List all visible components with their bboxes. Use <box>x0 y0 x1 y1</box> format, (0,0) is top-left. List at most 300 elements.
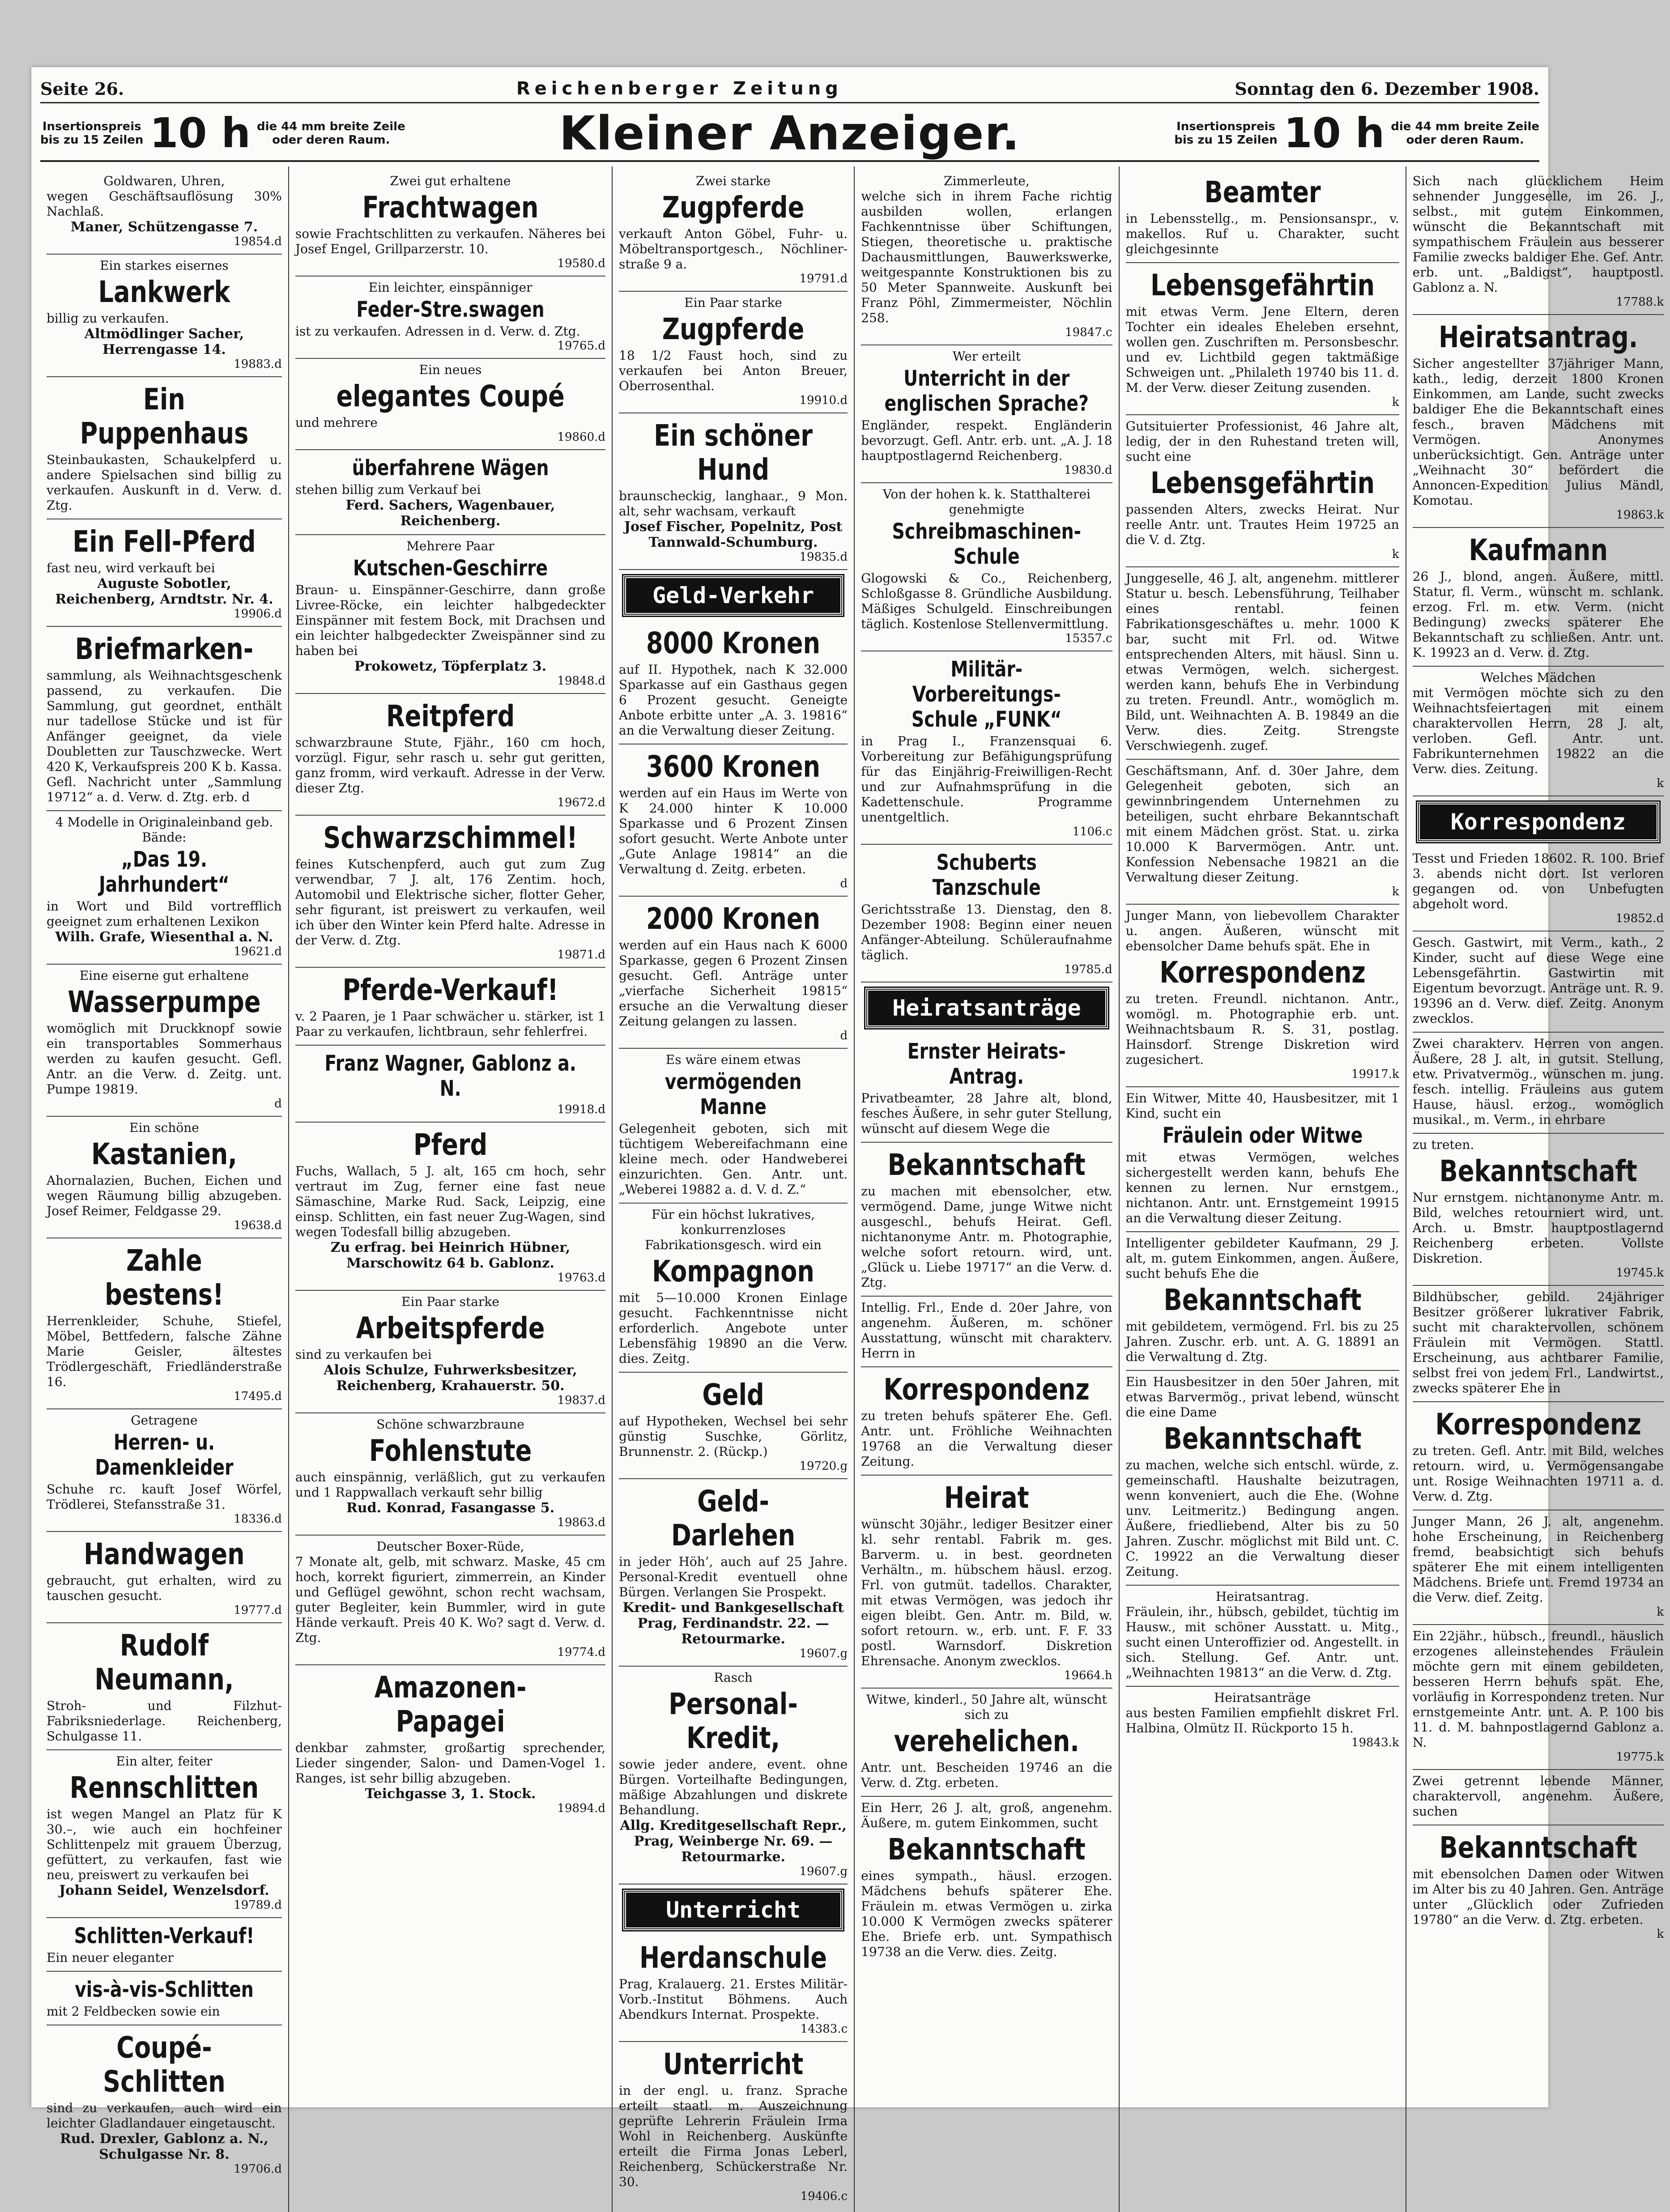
ad-reference-number: 19638.d <box>234 1219 282 1232</box>
ad-headline: Korrespondenz <box>1435 1407 1641 1442</box>
width-note: die 44 mm breite Zeile oder deren Raum. <box>257 120 405 147</box>
section-banner: Unterricht <box>623 1890 843 1930</box>
classified-ad <box>619 2042 848 2208</box>
classified-ad <box>861 1297 1112 1367</box>
ad-intro: Zimmerleute, <box>943 174 1030 188</box>
ad-headline: Bekanntschaft <box>1439 1830 1637 1865</box>
advertiser-name: Rud. Drexler, Gablonz a. N., Schulgasse Nr. 8. <box>60 2131 268 2162</box>
ad-text: Fuchs, Wallach, 5 J. alt, 165 cm hoch, sehr vertraut im Zug, ferner eine fast neue Sämaschine, Marke Rud. Sack, Leipzig, eine einsp. Schlitten, ein fast neuer Zug-Wagen, sind wegen Todesfall billig abzugeben. <box>295 1164 606 1239</box>
classified-ad <box>861 1797 1112 1965</box>
ad-headline: Kastanien, <box>91 1137 237 1171</box>
ad-text: Engländer, respekt. Engländerin bevorzugt. Gefl. Antr. erb. unt. „A. J. 18 hauptpostlagernd Reichenberg. <box>861 418 1112 463</box>
classified-ad <box>861 1476 1112 1689</box>
ad-reference-number: 19837.d <box>557 1394 606 1407</box>
ad-intro: Für ein höchst lukratives, konkurrenzloses Fabrikationsgesch. wird ein <box>645 1207 822 1252</box>
ad-reference-number: 19720.g <box>799 1459 848 1473</box>
ad-text: in der engl. u. franz. Sprache erteilt staatl. m. Auszeichnung geprüfte Lehrerin Fräulein Irma Wohl in Reichenberg. Auskünfte erteilt die Firma Jonas Leberl, Reichenberg, Schückerstraße Nr. 30. <box>619 2083 848 2189</box>
classified-ad <box>295 1046 605 1123</box>
ad-reference-number: 19843.k <box>1351 1736 1399 1749</box>
classified-ad <box>295 450 605 535</box>
ad-headline: Rennschlitten <box>69 1770 259 1805</box>
classified-ad <box>861 483 1112 651</box>
ad-text: Ein Witwer, Mitte 40, Hausbesitzer, mit 1 Kind, sucht ein <box>1125 1091 1399 1121</box>
ad-headline: überfahrene Wägen <box>352 455 549 481</box>
ad-headline: Schuberts Tanzschule <box>932 850 1041 900</box>
classified-ad <box>295 535 605 694</box>
ad-intro: Es wäre einem etwas <box>665 1052 801 1067</box>
ad-reference-number: 19910.d <box>799 394 848 407</box>
ad-text: Ein neuer eleganter <box>47 1950 174 1965</box>
classified-ad <box>47 1532 282 1623</box>
ad-intro: Zwei gut erhaltene <box>390 174 511 188</box>
ad-headline: Handwagen <box>84 1537 245 1571</box>
ad-headline: Heiratsantrag. <box>1438 320 1638 354</box>
ad-reference-number: 19672.d <box>557 796 606 809</box>
advertiser-name: Altmödlinger Sacher, Herrengasse 14. <box>84 326 244 357</box>
ad-reference-number: 19863.k <box>1616 508 1664 522</box>
ad-reference-number: 19791.d <box>799 272 848 285</box>
ad-text: billig zu verkaufen. <box>47 311 169 326</box>
ad-text: denkbar zahmster, großartig sprechender, Lieder singender, Salon- und Damen-Vogel 1. Ranges, ist sehr billig abzugeben. <box>295 1740 606 1786</box>
ad-headline: 3600 Kronen <box>646 749 821 784</box>
ad-text: ist wegen Mangel an Platz für K 30.–, wie auch ein hochfeiner Schlittenpelz mit grauem Überzug, gefüttert, zu verkaufen, fast wie neu, preiswert zu verkaufen bei <box>47 1807 282 1882</box>
ad-headline: Militär-Vorbereitungs-Schule „FUNK“ <box>912 657 1062 732</box>
classified-ad <box>1126 760 1399 905</box>
ad-reference-number: d <box>840 877 848 890</box>
classified-ad <box>1413 170 1664 315</box>
ad-text: feines Kutschenpferd, auch gut zum Zug verwendbar, 7 J. alt, 176 Zentim. hoch, Automobil und Elektrische sicher, flotter Geher, sehr figurant, ist preiswert zu verkaufen, weil ich über den Winter kein Pferd halte. Adresse in der Verw. d. Ztg. <box>295 857 606 948</box>
ad-text: Glogowski & Co., Reichenberg, Schloßgasse 8. Gründliche Ausbildung. Mäßiges Schulgeld. Einschreibungen täglich. Kostenlose Stellenvermittlung. <box>861 571 1112 631</box>
section-banner: Heiratsanträge <box>865 988 1108 1028</box>
classified-ad <box>295 359 605 450</box>
ad-headline: Ein Fell-Pferd <box>72 524 256 559</box>
ad-reference-number: 19860.d <box>557 430 606 444</box>
ad-reference-number: d <box>274 1097 282 1110</box>
ad-headline: Lankwerk <box>98 275 230 309</box>
ad-text: schwarzbraune Stute, Fjähr., 160 cm hoch, vorzügl. Figur, sehr rasch u. sehr gut geritten, ganz fromm, wird verkauft. Adresse in der Verw. dieser Ztg. <box>295 735 606 795</box>
page-number: Seite 26. <box>40 78 124 99</box>
ad-reference-number: k <box>1392 548 1399 561</box>
classified-ad <box>295 1665 605 1821</box>
ad-reference-number: 15357.c <box>1065 632 1112 645</box>
ad-text: aus besten Familien empfiehlt diskret Frl. Halbina, Olmütz II. Rückporto 15 h. <box>1125 1706 1399 1736</box>
classified-ad <box>619 413 848 570</box>
width-note: die 44 mm breite Zeile oder deren Raum. <box>1391 120 1539 147</box>
ad-headline: Pferd <box>413 1127 488 1162</box>
ad-headline: Kaufmann <box>1469 533 1608 567</box>
ad-reference-number: k <box>1657 1605 1664 1619</box>
classified-ad <box>1413 1402 1664 1510</box>
ad-reference-number: 18336.d <box>234 1512 282 1526</box>
ad-reference-number: 19763.d <box>557 1271 606 1285</box>
ad-intro: Wer erteilt <box>952 349 1021 364</box>
ad-text: Prag, Kralauerg. 21. Erstes Militär-Vorb.-Institut Böhmens. Auch Abendkurs Internat. Prospekte. <box>619 1977 848 2022</box>
ad-headline: Ein Puppenhaus <box>80 382 249 451</box>
ad-headline: Personal-Kredit, <box>669 1687 798 1755</box>
classified-ad <box>47 377 282 519</box>
ad-text: Zwei getrennt lebende Männer, charaktervoll, angenehm. Äußere, suchen <box>1412 1774 1664 1819</box>
ad-column-3 <box>613 166 855 2212</box>
ad-headline: vermögenden Manne <box>665 1069 802 1119</box>
ad-reference-number: 19785.d <box>1064 963 1112 976</box>
classified-ad <box>1126 1087 1399 1232</box>
ad-headline: Geld <box>702 1378 764 1412</box>
classified-ad <box>861 651 1112 845</box>
ad-headline: Unterricht in der englischen Sprache? <box>884 366 1089 416</box>
ad-column-5 <box>1120 166 1406 2212</box>
ad-headline: verehelichen. <box>894 1724 1079 1758</box>
price-note: Insertionspreis bis zu 15 Zeilen <box>1174 120 1278 147</box>
ad-text: sowie Frachtschlitten zu verkaufen. Näheres bei Josef Engel, Grillparzerstr. 10. <box>295 226 606 256</box>
classified-ad <box>1413 315 1664 528</box>
classified-ad <box>47 1623 282 1750</box>
ad-headline: Pferde-Verkauf! <box>342 973 558 1007</box>
classified-ad <box>861 845 1112 983</box>
classified-ad <box>1413 667 1664 796</box>
section-banner: Geld-Verkehr <box>623 575 843 616</box>
classified-ad <box>295 694 605 816</box>
ad-text: Braun- u. Einspänner-Geschirre, dann große Livree-Röcke, ein leichter halbgedeckter Einspänner mit festem Bock, mit Drachsen und ein leichter halbgedeckter Zweispänner sind zu haben bei <box>295 583 606 658</box>
ad-intro: Ein starkes eisernes <box>100 258 229 273</box>
ad-text: Ein Hausbesitzer in den 50er Jahren, mit etwas Barvermög., privat lebend, wünscht die eine Dame <box>1125 1374 1399 1420</box>
ad-column-1 <box>40 166 289 2212</box>
classified-ad <box>47 2025 282 2181</box>
classified-ad <box>619 1204 848 1373</box>
ad-text: stehen billig zum Verkauf bei <box>295 482 481 497</box>
ad-text: fast neu, wird verkauft bei <box>47 561 215 575</box>
ad-reference-number: k <box>1392 396 1399 409</box>
section-banner: Korrespondenz <box>1417 802 1659 842</box>
advertiser-name: Kredit- und Bankgesellschaft Prag, Ferdinandstr. 22. — Retourmarke. <box>622 1600 844 1647</box>
ad-reference-number: 19894.d <box>557 1802 606 1815</box>
ad-headline: Bekanntschaft <box>887 1832 1086 1867</box>
ad-intro: Mehrere Paar <box>406 539 494 553</box>
ad-text: mit 5—10.000 Kronen Einlage gesucht. Fachkenntnisse nicht erforderlich. Angebote unter Lebensfähig 19890 an die Verw. dies. Zeitg. <box>619 1290 848 1366</box>
ad-text: Ein Herr, 26 J. alt, groß, angenehm. Äußere, m. gutem Einkommen, sucht <box>861 1800 1112 1830</box>
ad-text: in Wort und Bild vortrefflich geeignet zum erhaltenen Lexikon <box>47 899 282 929</box>
advertiser-name: Zu erfrag. bei Heinrich Hübner, Marschowitz 64 b. Gablonz. <box>330 1240 571 1271</box>
ad-text: mit gebildetem, vermögend. Frl. bis zu 25 Jahren. Zuschr. erb. unt. A. G. 18891 an die Verwaltung d. Ztg. <box>1125 1319 1399 1364</box>
classified-ad <box>47 1238 282 1409</box>
ad-headline: Beamter <box>1204 175 1321 209</box>
classified-ad <box>1126 1232 1399 1371</box>
advertiser-name: Allg. Kreditgesellschaft Repr., Prag, Weinberge Nr. 69. — Retourmarke. <box>620 1818 847 1865</box>
classified-ad <box>619 1373 848 1479</box>
ad-headline: 8000 Kronen <box>646 626 821 660</box>
advertiser-name: Prokowetz, Töpferplatz 3. <box>354 659 547 674</box>
advertiser-name: Auguste Sobotler, Reichenberg, Arndtstr. Nr. 4. <box>55 576 273 607</box>
classified-ad <box>619 1667 848 1884</box>
ad-headline: Lebensgefährtin <box>1150 268 1375 302</box>
ad-headline: Zugpferde <box>662 190 805 225</box>
ad-headline: Briefmarken- <box>75 632 254 666</box>
ad-reference-number: 19906.d <box>234 607 282 621</box>
ad-reference-number: 19863.d <box>557 1516 606 1529</box>
classified-ad <box>1413 528 1664 667</box>
ad-text: Tesst und Frieden 18602. R. 100. Brief 3. abends nicht dort. Ist verloren gegangen od. von Unbefugten abgeholt word. <box>1412 851 1664 911</box>
ad-headline: Ernster Heirats-Antrag. <box>907 1039 1066 1089</box>
ad-headline: „Das 19. Jahrhundert“ <box>99 847 230 897</box>
ad-text: mit ebensolchen Damen oder Witwen im Alter bis zu 40 Jahren. Gen. Anträge unter „Glücklich oder Zufrieden 19780“ an die Verw. d. Ztg. erbeten. <box>1412 1867 1664 1927</box>
ad-text: in Lebensstellg., m. Pensionsanspr., v. makellos. Ruf u. Charakter, sucht gleichgesinnte <box>1125 211 1399 256</box>
ad-text: mit 2 Feldbecken sowie ein <box>47 2004 220 2019</box>
ad-headline: Amazonen-Papagei <box>374 1670 527 1739</box>
ad-text: mit Vermögen möchte sich zu den Weihnachtsfeiertagen mit einem charaktervollen Herrn, 28 J. alt, verloben. Gefl. Antr. unt. Fabrikunternehmen 19822 an die Verw. dies. Zeitung. <box>1412 685 1664 776</box>
classified-ad <box>47 1117 282 1238</box>
classified-ad <box>295 816 605 968</box>
ad-text: wünscht 30jähr., lediger Besitzer einer kl. sehr rentabl. Fabrik m. ges. Barverm. u. in best. geordneten Verhältn., m. hübschem häusl. erzog. Frl. von gutmüt. tadellos. Charakter, mit etwas Vermögen, was jedoch ihr eigen bleibt. Gen. Antr. m. Bild, w. sofort retourn. w., erb. unt. F. F. 33 postl. Warnsdorf. Diskretion Ehrensache. Anonym zwecklos. <box>861 1517 1112 1668</box>
ad-text: mit etwas Verm. Jene Eltern, deren Tochter ein ideales Eheleben ersehnt, wollen gen. Zuschriften m. Personsbeschr. und ev. Lichtbild gegen taktmäßige Schweigen unt. „Philaleth 19740 bis 11. d. M. der Verw. dieser Zeitung zusenden. <box>1125 304 1399 395</box>
ad-text: auch einspännig, verläßlich, gut zu verkaufen und 1 Rappwallach verkauft sehr billig <box>295 1470 606 1500</box>
advertiser-name: Alois Schulze, Fuhrwerksbesitzer, Reichenberg, Krahauerstr. 50. <box>324 1362 577 1394</box>
ad-text: Ein 22jähr., hübsch., freundl., häuslich erzogenes alleinstehendes Fräulein möchte gern mit einem gebildeten, besseren Herrn behufs spät. Ehe, vorläufig in Korrespondenz treten. Nur ernstgemeinte Antr. unt. A. P. 100 bis 11. d. M. bahnpostlagernd Gablonz a. N. <box>1412 1629 1664 1750</box>
ad-intro: Getragene <box>131 1413 198 1428</box>
ad-reference-number: 19607.g <box>799 1647 848 1660</box>
ad-column-2 <box>289 166 613 2212</box>
classified-ad <box>1126 567 1399 760</box>
ad-headline: vis-à-vis-Schlitten <box>75 1977 254 2002</box>
classified-ad <box>619 1479 848 1667</box>
ad-text: werden auf ein Haus nach K 6000 Sparkasse, gegen 6 Prozent Zinsen gesucht. Gefl. Anträge unter „vierfache Sicherheit 19815“ ersuche an die Verwaltung dieser Zeitung gelangen zu lassen. <box>619 938 848 1029</box>
ad-intro: Rasch <box>714 1670 753 1685</box>
ad-headline: Rudolf Neumann, <box>94 1628 234 1697</box>
classified-ad <box>1413 932 1664 1033</box>
price: 10 h <box>149 109 251 157</box>
advertiser-name: Wilh. Grafe, Wiesenthal a. N. <box>55 929 273 945</box>
ad-reference-number: 17495.d <box>234 1390 282 1403</box>
classified-ad <box>619 621 848 744</box>
classified-ad <box>619 897 848 1049</box>
newspaper-name: Reichenberger Zeitung <box>516 78 843 99</box>
ad-headline: Fräulein oder Witwe <box>1162 1123 1363 1148</box>
ad-reference-number: 19835.d <box>799 550 848 564</box>
ad-reference-number: 19706.d <box>234 2162 282 2176</box>
ad-reference-number: 17788.k <box>1616 295 1664 309</box>
classified-ad <box>47 255 282 377</box>
classified-ad <box>295 1123 605 1291</box>
ad-text: 26 J., blond, angen. Äußere, mittl. Statur, fl. Verm., wünscht m. schlank. erzog. Frl. m. etw. Verm. (nicht Bedingung) zwecks späterer Ehe Bekanntschaft zu schließen. Antr. unt. K. 19923 an d. Verw. d. Ztg. <box>1412 569 1664 660</box>
ad-text: eines sympath., häusl. erzogen. Mädchens behufs späterer Ehe. Fräulein m. etwas Vermögen u. zirka 10.000 K Vermögen zwecks späterer Ehe. Briefe erb. unt. Sympathisch 19738 an die Verw. dies. Zeitg. <box>861 1868 1112 1959</box>
ad-reference-number: 19774.d <box>557 1646 606 1659</box>
classified-ad <box>861 1034 1112 1143</box>
classified-ad <box>619 1049 848 1204</box>
ad-reference-number: 19580.d <box>557 257 606 270</box>
ad-headline: Herren- u. Damenkleider <box>95 1430 234 1480</box>
classified-ad <box>861 345 1112 483</box>
classified-ad <box>1413 1134 1664 1286</box>
ad-text: Nur ernstgem. nichtanonyme Antr. m. Bild, welches retourniert wird, unt. Arch. u. Bmstr. hauptpostlagernd Reichenberg erbeten. Vollste Diskretion. <box>1412 1190 1664 1266</box>
classified-ad <box>1126 1371 1399 1586</box>
ad-headline: elegantes Coupé <box>336 379 565 413</box>
ad-reference-number: 19406.c <box>800 2190 848 2203</box>
ad-text: passenden Alters, zwecks Heirat. Nur reelle Antr. unt. Trautes Heim 19725 an die V. d. Ztg. <box>1125 502 1399 547</box>
classified-ad <box>47 1918 282 1972</box>
ad-reference-number: 1106.c <box>1072 825 1112 838</box>
classified-ad <box>1413 847 1664 932</box>
ad-headline: Lebensgefährtin <box>1150 466 1375 500</box>
ad-reference-number: 19775.k <box>1616 1750 1664 1764</box>
classified-ad <box>47 170 282 255</box>
classified-ad <box>47 627 282 811</box>
ad-text: Zwei charakterv. Herren von angen. Äußere, 28 J. alt, in gutsit. Stellung, etw. Privatvermög., wünschen m. jung. fesch. intellig. Fräuleins aus gutem Hause, häusl. erzog., womöglich musikal., m. Verm., in ehrbare <box>1412 1036 1664 1127</box>
ad-headline: Unterricht <box>663 2047 804 2081</box>
ad-reference-number: k <box>1392 885 1399 898</box>
ad-intro: Ein leichter, einspänniger <box>368 280 533 295</box>
classified-ad <box>1413 1625 1664 1770</box>
ad-reference-number: 14383.c <box>800 2022 848 2036</box>
ad-headline: Wasserpumpe <box>68 985 261 1019</box>
section-title: Kleiner Anzeiger. <box>559 106 1021 161</box>
ad-headline: Geld-Darlehen <box>671 1484 796 1553</box>
ad-text: Steinbaukasten, Schaukelpferd u. andere Spielsachen sind billig zu verkaufen. Auskunft in d. Verw. d. Ztg. <box>47 452 282 513</box>
ad-text: Ahornalazien, Buchen, Eichen und wegen Räumung billig abzugeben. Josef Reimer, Feldgasse 29. <box>47 1173 282 1218</box>
ad-text: womöglich mit Druckknopf sowie ein transportables Sommerhaus werden zu kaufen gesucht. Gefl. Antr. an die Verw. d. Zeitg. unt. Pumpe 19819. <box>47 1021 282 1097</box>
advertiser-name: Teichgasse 3, 1. Stock. <box>365 1786 536 1802</box>
ad-text: Gelegenheit geboten, sich mit tüchtigem Webereifachmann eine kleine mech. oder Handweberei einzurichten. Gen. Antr. unt. „Weberei 19882 a. d. V. d. Z.“ <box>619 1121 848 1197</box>
ad-headline: Schwarzschimmel! <box>323 821 578 855</box>
ad-text: welche sich in ihrem Fache richtig ausbilden wollen, erlangen Fachkenntnisse über Schiftungen, Stiegen, theoretische u. praktische Dachausmittlungen, Bauwerkswerke, weitgespannte Konstruktionen bis zu 50 Meter Spannweite. Auskunft bei Franz Pöhl, Zimmermeister, Nöchlin 258. <box>861 189 1112 325</box>
ad-text: Intellig. Frl., Ende d. 20er Jahre, von angenehm. Äußeren, m. schöner Ausstattung, wünscht mit charakterv. Herrn in <box>861 1300 1112 1361</box>
issue-date: Sonntag den 6. Dezember 1908. <box>1235 78 1539 99</box>
ad-headline: Zahle bestens! <box>105 1243 224 1312</box>
ad-text: in Prag I., Franzensquai 6. Vorbereitung zur Befähigungsprüfung für das Einjährig-Freiwilligen-Recht und zur Aufnahmsprüfung in die Kadettenschule. Programme unentgeltlich. <box>861 734 1112 825</box>
ad-text: Geschäftsmann, Anf. d. 30er Jahre, dem Gelegenheit geboten, sich an gewinnbringendem Unternehmen zu beteiligen, sucht ehrbare Bekanntschaft mit einem Mädchen gröst. Stat. u. zirka 10.000 K Barvermögen. Antr. unt. Konfession Nebensache 19821 an die Verwaltung dieser Zeitung. <box>1125 763 1399 885</box>
classified-ad <box>619 744 848 897</box>
classified-ad <box>47 519 282 627</box>
ad-column-4 <box>855 166 1119 2212</box>
ad-text: Gutsituierter Professionist, 46 Jahre alt, ledig, der in den Ruhestand treten will, sucht eine <box>1125 419 1399 464</box>
ad-intro: Heiratsantrag. <box>1215 1589 1309 1604</box>
ad-headline: Fohlenstute <box>369 1434 532 1468</box>
ad-intro: 4 Modelle in Originaleinband geb. Bände: <box>55 815 273 845</box>
classified-ad <box>1126 1687 1399 1755</box>
classified-ad <box>295 968 605 1046</box>
ad-reference-number: 19847.c <box>1065 326 1112 339</box>
ad-text: Herrenkleider, Schuhe, Stiefel, Möbel, Bettfedern, falsche Zähne Marie Geisler, ältestes Trödlergeschäft, Friedländerstraße 16. <box>47 1314 282 1389</box>
classified-ad <box>295 1536 605 1665</box>
ad-headline: 2000 Kronen <box>646 902 821 936</box>
ad-intro: Ein schöne <box>129 1120 199 1135</box>
ad-headline: Kutschen-Geschirre <box>353 556 548 581</box>
classified-ad <box>619 170 848 292</box>
running-header <box>40 75 1539 103</box>
classified-ad <box>1126 263 1399 415</box>
ad-headline: Feder-Stre.swagen <box>356 297 545 322</box>
ad-intro: Ein Paar starke <box>684 295 782 310</box>
ad-reference-number: 19607.g <box>799 1865 848 1878</box>
classified-ad <box>1413 1770 1664 1825</box>
ad-text: Privatbeamter, 28 Jahre alt, blond, fesches Äußere, in sehr guter Stellung, wünscht auf diesem Wege die <box>861 1091 1112 1136</box>
ad-text: mit etwas Vermögen, welches sichergestellt werden kann, behufs Ehe kennen zu lernen. Nur ernstgem., nichtanon. Antr. unt. Ernstgemeint 19915 an die Verwaltung dieser Zeitung. <box>1125 1150 1399 1225</box>
classified-ad <box>619 1936 848 2042</box>
ad-text: auf Hypotheken, Wechsel bei sehr günstig Suschke, Görlitz, Brunnenstr. 2. (Rückp.) <box>619 1414 848 1459</box>
ad-text: Bildhübscher, gebild. 24jähriger Besitzer größerer lukrativer Fabrik, sucht mit charaktervollen, schönem Fräulein mit Vermögen. Stattl. Erscheinung, aus achtbarer Familie, selbst frei von jedem Frl., Landwirtst., zwecks späterer Ehe in <box>1412 1289 1664 1395</box>
ad-headline: Frachtwagen <box>362 190 539 225</box>
ad-text: Antr. unt. Bescheiden 19746 an die Verw. d. Ztg. erbeten. <box>861 1760 1112 1790</box>
classified-ad <box>861 1367 1112 1476</box>
ad-reference-number: d <box>840 1029 848 1042</box>
ad-reference-number: 19830.d <box>1064 464 1112 477</box>
ad-text: Intelligenter gebildeter Kaufmann, 29 J. alt, m. gutem Einkommen, angen. Äußere, sucht behufs Ehe die <box>1125 1236 1399 1281</box>
classified-ad <box>47 1972 282 2025</box>
ad-text: sind zu verkaufen bei <box>295 1347 432 1362</box>
advertiser-name: Ferd. Sachers, Wagenbauer, Reichenberg. <box>345 498 555 529</box>
classified-ad <box>47 965 282 1117</box>
ad-headline: Arbeitspferde <box>356 1311 545 1345</box>
classified-ad <box>861 1143 1112 1297</box>
ad-text: sammlung, als Weihnachtsgeschenk passend, zu verkaufen. Die Sammlung, gut geordnet, enthält nur tadellose Stücke und ist für Anfänger geeignet, da viele Doubletten zur Tauschzwecke. Wert 420 K, Verkaufspreis 200 K b. Kassa. Gefl. Nachricht unter „Sammlung 19712“ a. d. Verw. d. Ztg. erb. d <box>47 668 282 804</box>
ad-text: Gerichtsstraße 13. Dienstag, den 8. Dezember 1908: Beginn einer neuen Anfänger-Abteilung. Schüleraufnahme täglich. <box>861 902 1112 962</box>
ad-intro: Welches Mädchen <box>1480 670 1596 685</box>
ad-intro: Ein Paar starke <box>401 1294 499 1309</box>
ad-text: Fräulein, ihr., hübsch, gebildet, tüchtig im Hausw., mit schöner Ausstatt. u. Mitg., sucht einen Unteroffizier od. Angestellt. in sich. Stellung. Gef. Antr. unt. „Weihnachten 19813“ an die Verw. d. Ztg. <box>1125 1604 1399 1680</box>
advertiser-name: Maner, Schützengasse 7. <box>70 219 258 235</box>
classified-ad <box>47 1750 282 1918</box>
ad-reference-number: 19848.d <box>557 674 606 688</box>
ad-text: Schuhe rc. kauft Josef Wörfel, Trödlerei, Stefansstraße 31. <box>47 1482 282 1512</box>
ad-headline: Schreibmaschinen-Schule <box>892 519 1082 569</box>
ad-reference-number: k <box>1657 777 1664 790</box>
ad-headline: Reitpferd <box>386 699 515 733</box>
ad-reference-number: k <box>1657 1927 1664 1941</box>
ad-headline: Heirat <box>944 1480 1029 1515</box>
ad-text: Junger Mann, 26 J. alt, angenehm. hohe Erscheinung, in Reichenberg fremd, beabsichtigt sich behufs späterer Ehe mit einem intelligenten Mädchens. Briefe unt. Fremd 19734 an die Verw. dief. Zeitg. <box>1412 1514 1664 1605</box>
ad-text: verkauft Anton Göbel, Fuhr- u. Möbeltransportgesch., Nöchliner-straße 9 a. <box>619 226 848 272</box>
ad-intro: Schöne schwarzbraune <box>376 1417 524 1432</box>
ad-text: ist zu verkaufen. Adressen in d. Verw. d. Ztg. <box>295 324 580 339</box>
ad-intro: Goldwaren, Uhren, <box>103 174 225 188</box>
ad-headline: Korrespondenz <box>883 1372 1090 1407</box>
ad-headline: Zugpferde <box>662 312 805 346</box>
classified-ad <box>1126 415 1399 567</box>
classified-ad <box>861 1689 1112 1797</box>
price-block-right <box>1174 109 1539 157</box>
price-note: Insertionspreis bis zu 15 Zeilen <box>40 120 144 147</box>
ad-text: 18 1/2 Faust hoch, sind zu verkaufen bei Anton Breuer, Oberrosenthal. <box>619 348 848 393</box>
classified-ad <box>295 1291 605 1413</box>
ad-text: Sich nach glücklichem Heim sehnender Junggeselle, im 26. J., selbst., mit gutem Einkommen, wünscht die Bekanntschaft mit sympathischem Fräulein aus besserer Familie zwecks baldiger Ehe. Gef. Antr. erb. unt. „Baldigst“, hauptpostl. Gablonz a. N. <box>1412 174 1664 295</box>
ad-text: zu treten. <box>1412 1137 1474 1152</box>
ad-headline: Franz Wagner, Gablonz a. N. <box>324 1051 576 1101</box>
ad-intro: Zwei starke <box>696 174 771 188</box>
ad-headline: Bekanntschaft <box>887 1148 1086 1182</box>
ad-text: auf II. Hypothek, nach K 32.000 Sparkasse auf ein Gasthaus gegen 6 Prozent gesucht. Geneigte Anbote erbitte unter „A. 3. 19816“ an die Verwaltung dieser Zeitung. <box>619 662 848 738</box>
ad-reference-number: 19777.d <box>234 1604 282 1617</box>
ad-headline: Bekanntschaft <box>1439 1154 1637 1188</box>
ad-intro: Witwe, kinderl., 50 Jahre alt, wünscht sich zu <box>866 1692 1107 1722</box>
advertiser-name: Josef Fischer, Popelnitz, Post Tannwald-Schumburg. <box>624 519 843 550</box>
ad-text: braunscheckig, langhaar., 9 Mon. alt, sehr wachsam, verkauft <box>619 489 848 519</box>
classified-ad <box>1126 905 1399 1087</box>
newspaper-page <box>31 67 1664 2203</box>
ad-headline: Ein schöner Hund <box>654 418 813 487</box>
ad-reference-number: 19789.d <box>234 1898 282 1912</box>
ad-intro: Deutscher Boxer-Rüde, <box>376 1539 524 1554</box>
ad-text: zu treten. Gefl. Antr. mit Bild, welches retourn. wird, u. Vermögensangabe unt. Rosige Weihnachten 19711 a. d. Verw. d. Ztg. <box>1412 1443 1664 1504</box>
price-block-left <box>40 109 405 157</box>
ad-text: zu machen mit ebensolcher, etw. vermögend. Dame, junge Witwe nicht ausgeschl., behufs Heirat. Gefl. nichtanonyme Antr. m. Photographie, welche sofort retourn. wird, unt. „Glück u. Liebe 19717“ an die Verw. d. Ztg. <box>861 1184 1112 1290</box>
ad-text: sind zu verkaufen, auch wird ein leichter Gladlandauer eingetauscht. <box>47 2101 282 2131</box>
ad-text: zu machen, welche sich entschl. würde, z. gemeinschaftl. Haushalte beizutragen, wenn konveniert, auch die Ehe. (Wohne unv. Leitmeritz.) Bedingung angen. Äußere, friedliebend, Alter bis zu 50 Jahren. Zuschr. möglichst mit Bild unt. C. C. 19922 an die Verwaltung dieser Zeitung. <box>1125 1458 1399 1579</box>
ad-headline: Bekanntschaft <box>1163 1421 1362 1456</box>
ad-text: wegen Geschäftsauflösung 30% Nachlaß. <box>47 189 282 219</box>
classified-ad <box>1413 1033 1664 1134</box>
classified-ad <box>1126 1586 1399 1687</box>
ad-text: in jeder Höh’, auch auf 25 Jahre. Personal-Kredit eventuell ohne Bürgen. Verlangen Sie Prospekt. <box>619 1554 848 1599</box>
classified-ad <box>295 276 605 359</box>
ad-reference-number: 19854.d <box>234 235 282 248</box>
masthead <box>40 106 1539 162</box>
